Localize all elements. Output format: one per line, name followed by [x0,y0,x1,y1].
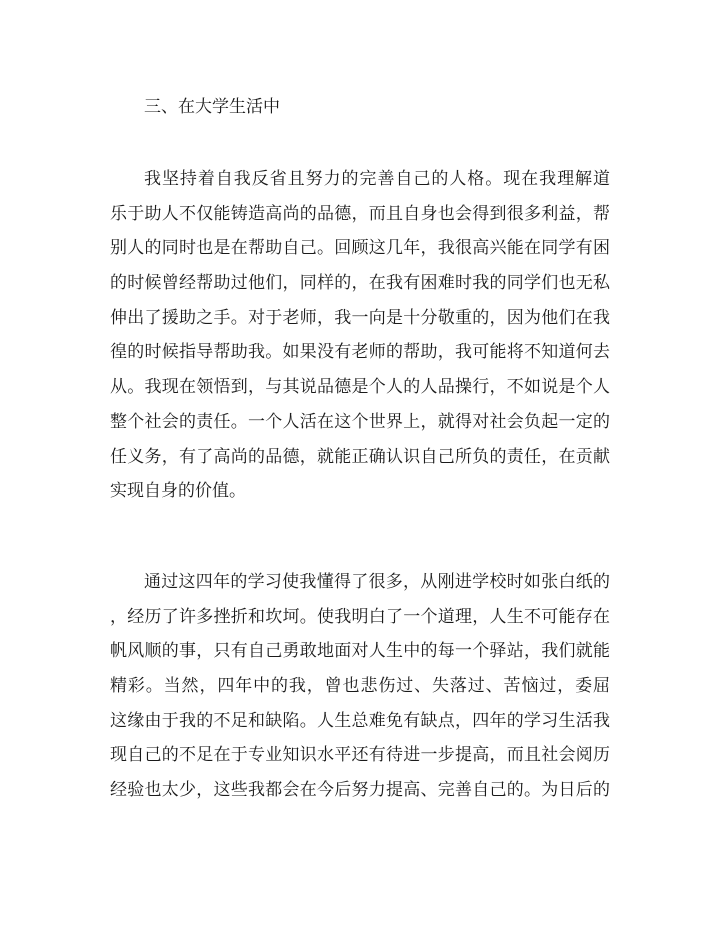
paragraph-line: 这缘由于我的不足和缺陷。人生总难免有缺点，四年的学习生活我 [110,710,610,731]
paragraph-line: 整个社会的责任。一个人活在这个世界上，就得对社会负起一定的 [110,411,610,432]
paragraph-line: 精彩。当然，四年中的我，曾也悲伤过、失落过、苦恼过，委屈 [110,676,610,697]
paragraph-line: 经验也太少，这些我都会在今后努力提高、完善自己的。为日后的 [110,780,610,801]
paragraph-line: 任义务，有了高尚的品德，就能正确认识自己所负的责任，在贡献 [110,446,610,467]
paragraph-line: ，经历了许多挫折和坎坷。使我明白了一个道理，人生不可能存在 [110,606,610,627]
paragraph-line: 从。我现在领悟到，与其说品德是个人的人品操行，不如说是个人 [110,377,610,398]
paragraph-four-years-study [110,565,610,808]
paragraph-line: 徨的时候指导帮助我。如果没有老师的帮助，我可能将不知道何去 [110,342,610,363]
paragraph-line: 别人的同时也是在帮助自己。回顾这几年，我很高兴能在同学有困 [110,238,610,259]
paragraph-line: 的时候曾经帮助过他们，同样的，在我有困难时我的同学们也无私 [110,273,610,294]
section-heading: 三、在大学生活中 [144,97,280,117]
paragraph-line: 我坚持着自我反省且努力的完善自己的人格。现在我理解道 [144,169,610,189]
paragraph-moral-character [110,162,610,509]
paragraph-line: 伸出了援助之手。对于老师，我一向是十分敬重的，因为他们在我 [110,307,610,328]
paragraph-line: 帆风顺的事，只有自己勇敢地面对人生中的每一个驿站，我们就能 [110,641,610,662]
paragraph-line: 通过这四年的学习使我懂得了很多，从刚进学校时如张白纸的 [144,572,610,592]
paragraph-line: 乐于助人不仅能铸造高尚的品德，而且自身也会得到很多利益，帮 [110,203,610,224]
paragraph-line: 现自己的不足在于专业知识水平还有待进一步提高，而且社会阅历 [110,745,610,766]
paragraph-line: 实现自身的价值。 [110,481,246,502]
